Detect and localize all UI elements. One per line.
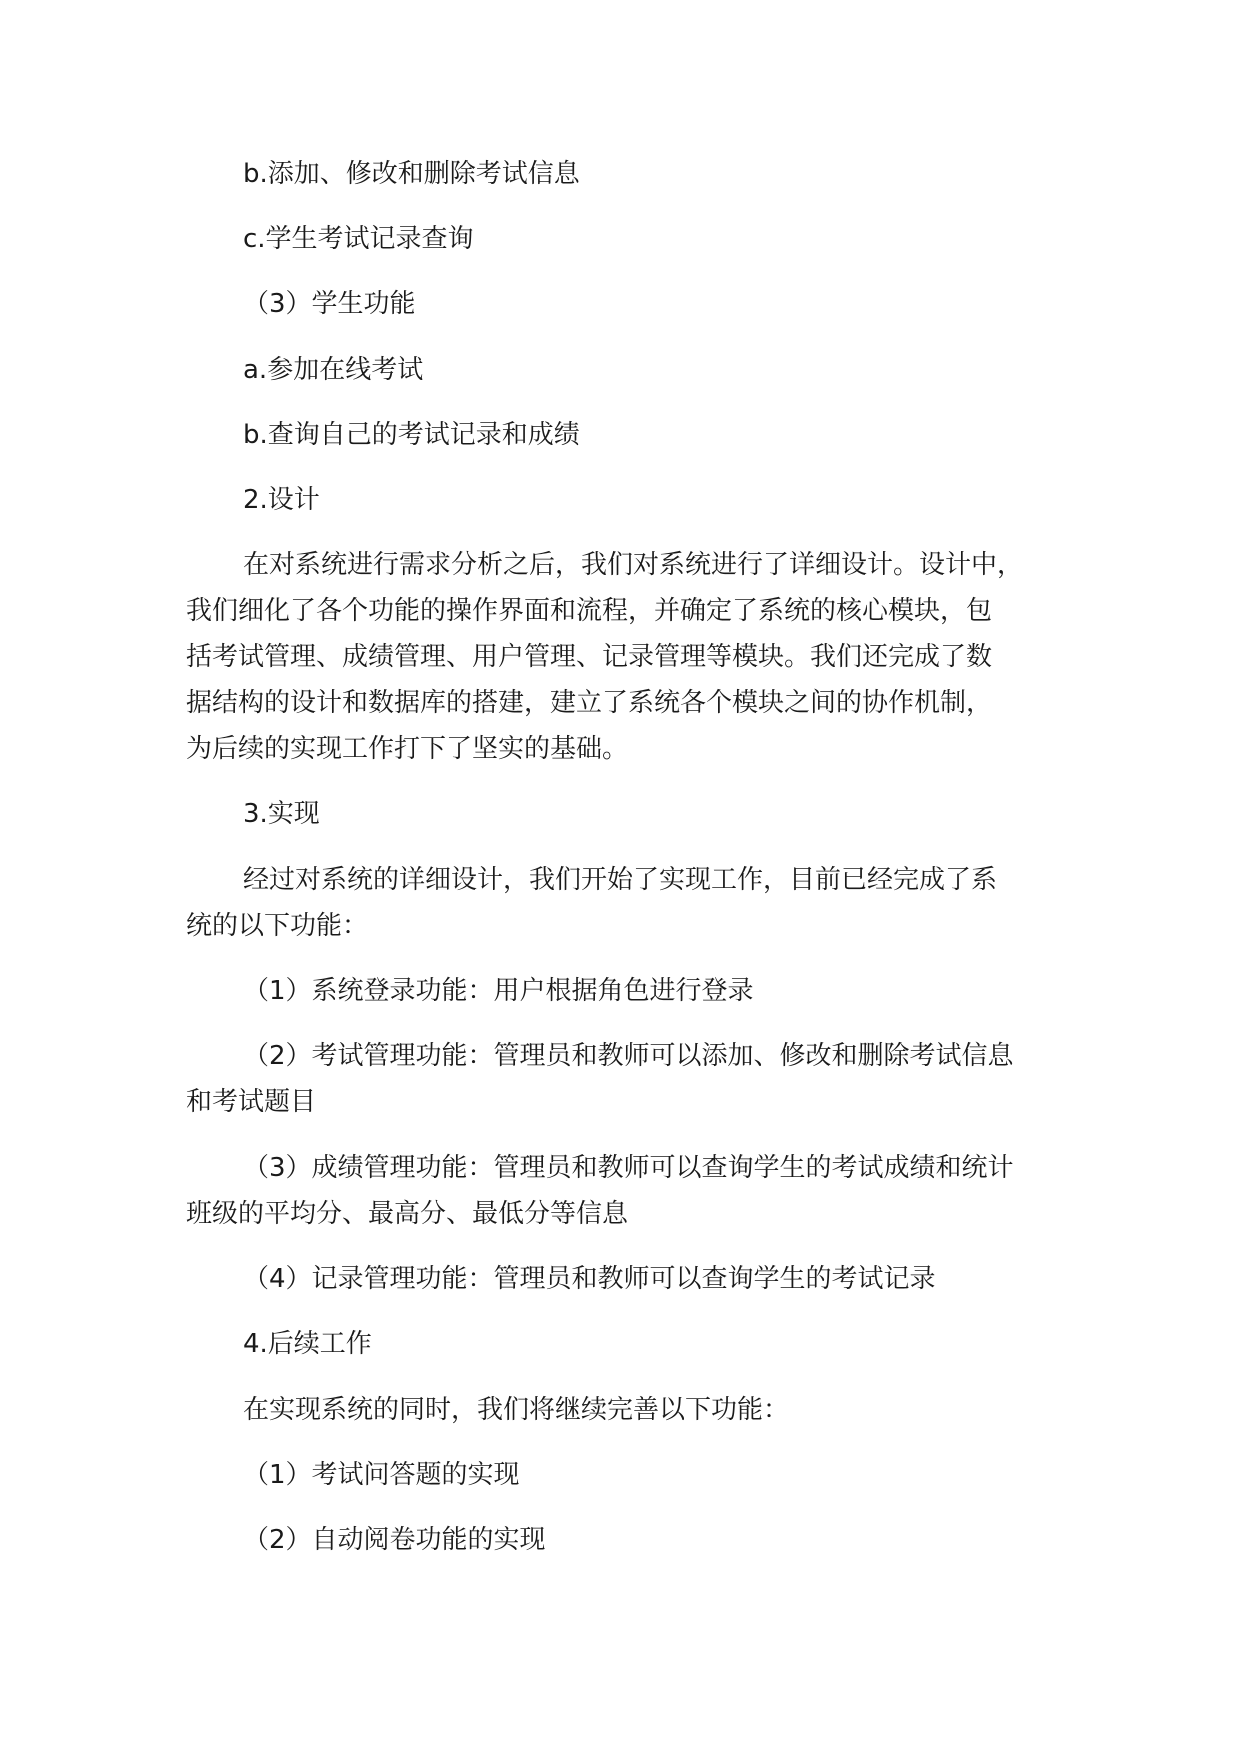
text-line: （3）学生功能 <box>243 289 416 319</box>
text-line: （2）自动阅卷功能的实现 <box>243 1525 546 1555</box>
text-line: （2）考试管理功能：管理员和教师可以添加、修改和删除考试信息 <box>243 1041 1014 1071</box>
text-line: 在实现系统的同时，我们将继续完善以下功能： <box>243 1395 790 1425</box>
text-line: a.参加在线考试 <box>243 355 424 385</box>
paragraph-line: 括考试管理、成绩管理、用户管理、记录管理等模块。我们还完成了数 <box>186 642 993 672</box>
text-line: （1）系统登录功能：用户根据角色进行登录 <box>243 976 754 1006</box>
text-line: b.查询自己的考试记录和成绩 <box>243 420 580 450</box>
paragraph-line: 经过对系统的详细设计，我们开始了实现工作，目前已经完成了系 <box>243 865 998 895</box>
text-line: （4）记录管理功能：管理员和教师可以查询学生的考试记录 <box>243 1264 936 1294</box>
text-line: （1）考试问答题的实现 <box>243 1460 520 1490</box>
text-line: c.学生考试记录查询 <box>243 224 474 254</box>
paragraph-line: 我们细化了各个功能的操作界面和流程，并确定了系统的核心模块，包 <box>186 596 993 626</box>
text-line: b.添加、修改和删除考试信息 <box>243 159 580 189</box>
section-heading: 2.设计 <box>243 485 320 515</box>
paragraph-line: 据结构的设计和数据库的搭建，建立了系统各个模块之间的协作机制， <box>186 688 993 718</box>
section-heading: 4.后续工作 <box>243 1329 372 1359</box>
section-heading: 3.实现 <box>243 799 320 829</box>
paragraph-line: 在对系统进行需求分析之后，我们对系统进行了详细设计。设计中， <box>243 550 1024 580</box>
text-line: 和考试题目 <box>186 1087 317 1117</box>
paragraph-line: 为后续的实现工作打下了坚实的基础。 <box>186 734 629 764</box>
text-line: 班级的平均分、最高分、最低分等信息 <box>186 1199 629 1229</box>
paragraph-line: 统的以下功能： <box>186 911 369 941</box>
text-line: （3）成绩管理功能：管理员和教师可以查询学生的考试成绩和统计 <box>243 1153 1014 1183</box>
